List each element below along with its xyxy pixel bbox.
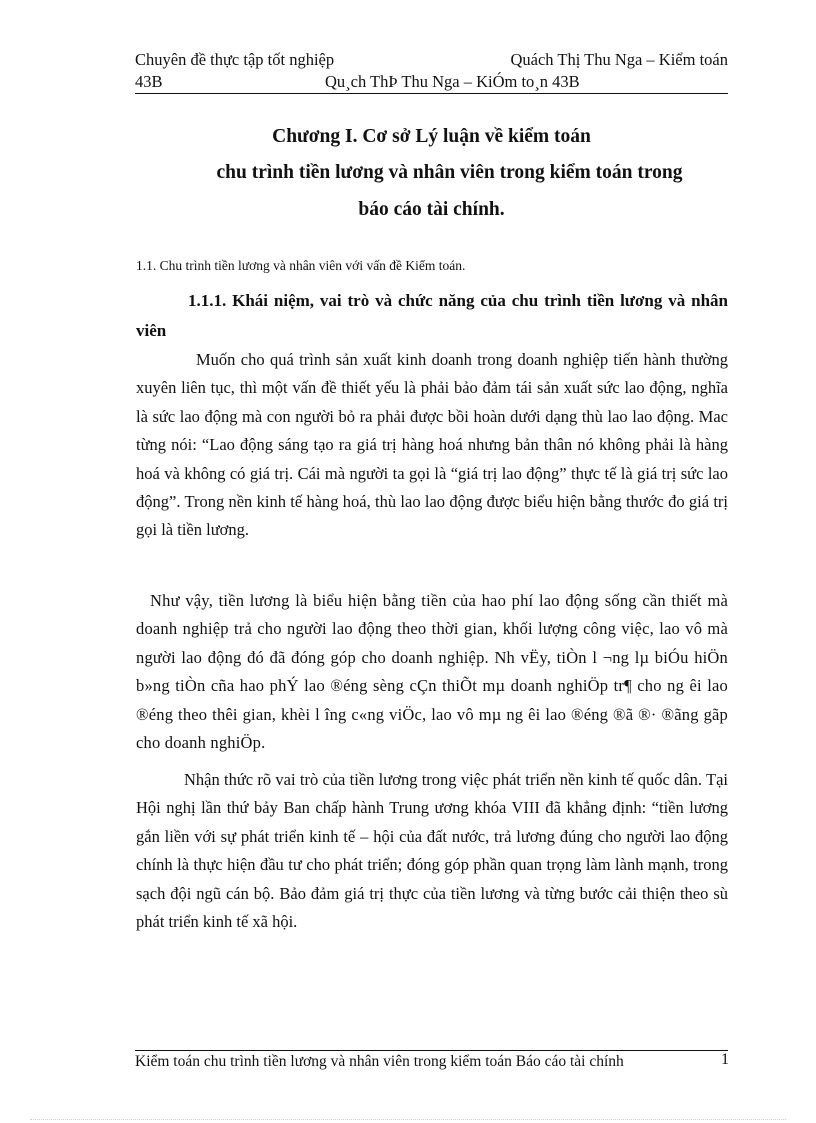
subsection-heading-text: 1.1.1. Khái niệm, vai trò và chức năng của chu trình tiền lương và nhân viên (136, 291, 728, 340)
header-report-type: Chuyên đề thực tập tốt nghiệp (135, 50, 335, 69)
header-class: 43B (135, 72, 163, 91)
chapter-title-line-2: chu trình tiền lương và nhân viên trong kiểm toán trong (216, 162, 683, 183)
page-bottom-dotted-rule (30, 1119, 786, 1120)
chapter-title-line-1: Chương I. Cơ sở Lý luận về kiểm toán (272, 126, 591, 147)
header-author: Quách Thị Thu Nga – Kiểm toán (510, 50, 728, 69)
footer-text: Kiểm toán chu trình tiền lương và nhân viên trong kiểm toán Báo cáo tài chính (135, 1053, 624, 1070)
body-paragraph-1: Muốn cho quá trình sản xuất kinh doanh trong doanh nghiệp tiến hành thường xuyên liên tục, thì một vấn đề thiết yếu là phải bảo đảm tái sản xuất sức lao động, nghĩa là sức lao động mà con người bỏ ra phải được bồi hoàn dưới dạng thù lao lao động. Mac từng nói: “Lao động sáng tạo ra giá trị hàng hoá nhưng bản thân nó không phải là hàng hoá và không có giá trị. Cái mà người ta gọi là “giá trị lao động” thực tế là giá trị sức lao động”. Trong nền kinh tế hàng hoá, thù lao lao động được biểu hiện bằng thước đo giá trị gọi là tiền lương. (136, 350, 728, 540)
subsection-heading (136, 286, 728, 346)
page-number: 1 (721, 1051, 729, 1068)
body-paragraph-2: Như vậy, tiền lương là biểu hiện bằng tiền của hao phí lao động sống cần thiết mà doanh nghiệp trả cho người lao động theo thời gian, khối lượng công việc, lao vô mà người lao động đó đã đóng góp cho doanh nghiệp. Nh vËy, tiÒn l ¬ng lµ biÓu hiÖn b»ng tiÒn cña hao phÝ lao ®éng sèng cÇn thiÕt mµ doanh nghiÖp tr¶ cho ng êi lao ®éng theo thêi gian, khèi l îng c«ng viÖc, lao vô mµ ng êi lao ®éng ®ã ®· ®ãng gãp cho doanh nghiÖp. (136, 591, 728, 753)
header-garbled-author: Qu¸ch ThÞ Thu Nga – KiÓm to¸n 43B (325, 72, 580, 91)
section-heading: 1.1. Chu trình tiền lương và nhân viên với vấn đề Kiểm toán. (136, 258, 466, 273)
footer-divider (135, 1050, 728, 1051)
header-divider (135, 93, 728, 94)
body-paragraph-3: Nhận thức rõ vai trò của tiền lương trong việc phát triển nền kinh tế quốc dân. Tại Hội nghị lần thứ bảy Ban chấp hành Trung ương khóa VIII đã khẳng định: “tiền lương gắn liền với sự phát triển kinh tế – hội của đất nước, trả lương đúng cho người lao động chính là thực hiện đầu tư cho phát triển; đóng góp phần quan trọng làm lành mạnh, trong sạch đội ngũ cán bộ. Bảo đảm giá trị thực của tiền lương và từng bước cải thiện theo sù phát triển kinh tế xã hội. (136, 770, 728, 932)
chapter-title-line-3: báo cáo tài chính. (358, 199, 505, 220)
